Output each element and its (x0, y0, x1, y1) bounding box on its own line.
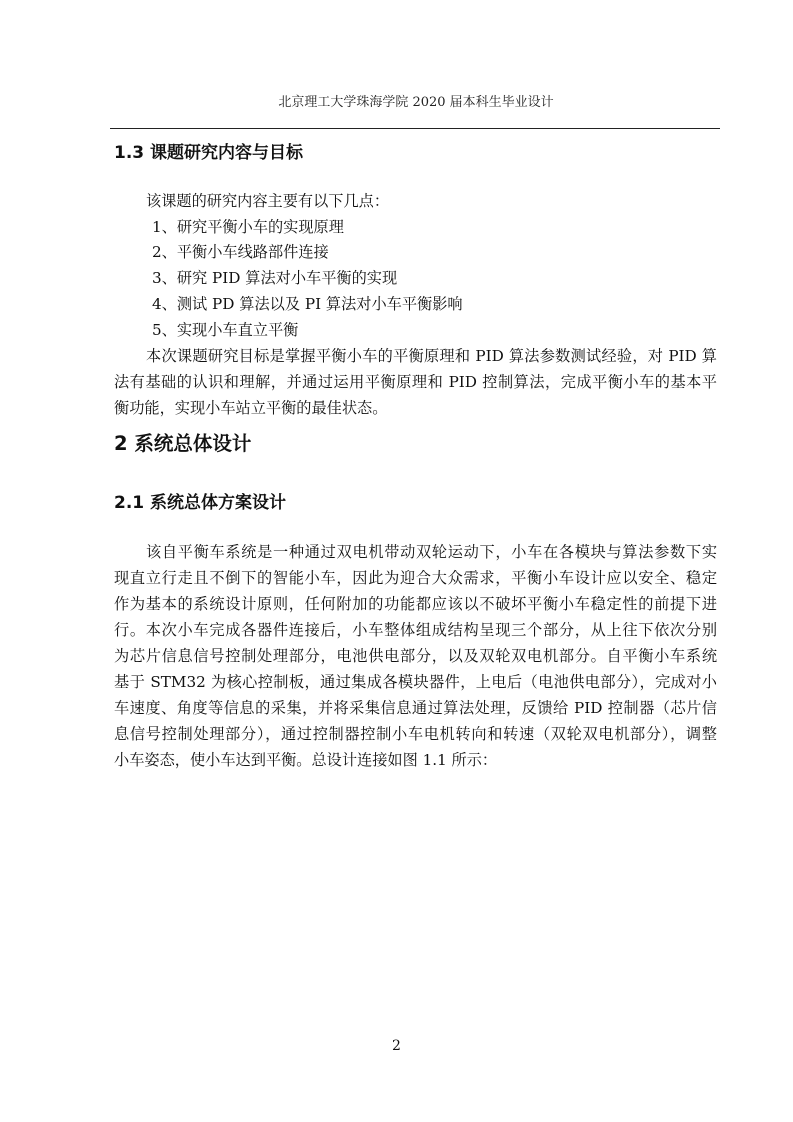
header-divider (110, 128, 720, 129)
paragraph-line: 为芯片信息信号控制处理部分，电池供电部分，以及双轮双电机部分。自平衡小车系统 (114, 647, 717, 665)
section-heading-2-1: 2.1 系统总体方案设计 (114, 493, 287, 513)
list-item: 3、研究 PID 算法对小车平衡的实现 (152, 269, 398, 287)
paragraph-line: 衡功能，实现小车站立平衡的最佳状态。 (114, 399, 388, 417)
paragraph-line: 息信号控制处理部分），通过控制器控制小车电机转向和转速（双轮双电机部分），调整 (114, 725, 717, 743)
section-heading-1-3: 1.3 课题研究内容与目标 (114, 143, 304, 163)
chapter-heading-2: 2 系统总体设计 (114, 432, 252, 455)
list-item: 2、平衡小车线路部件连接 (152, 243, 329, 261)
paragraph-line: 小车姿态，使小车达到平衡。总设计连接如图 1.1 所示： (114, 751, 498, 769)
section-intro: 该课题的研究内容主要有以下几点： (146, 192, 389, 210)
paragraph-line: 作为基本的系统设计原则，任何附加的功能都应该以不破坏平衡小车稳定性的前提下进 (114, 595, 717, 613)
list-item: 5、实现小车直立平衡 (152, 321, 299, 339)
paragraph-line: 行。本次小车完成各器件连接后，小车整体组成结构呈现三个部分，从上往下依次分别 (114, 621, 717, 639)
page-number: 2 (392, 1038, 401, 1054)
paragraph-line: 现直立行走且不倒下的智能小车，因此为迎合大众需求，平衡小车设计应以安全、稳定 (114, 569, 717, 587)
paragraph-line: 本次课题研究目标是掌握平衡小车的平衡原理和 PID 算法参数测试经验，对 PID 算 (146, 347, 717, 365)
paragraph-line: 该自平衡车系统是一种通过双电机带动双轮运动下，小车在各模块与算法参数下实 (146, 543, 717, 561)
header-title: 北京理工大学珠海学院 2020 届本科生毕业设计 (278, 95, 554, 110)
paragraph-line: 法有基础的认识和理解，并通过运用平衡原理和 PID 控制算法，完成平衡小车的基本平 (114, 373, 717, 391)
list-item: 1、研究平衡小车的实现原理 (152, 218, 344, 236)
paragraph-line: 车速度、角度等信息的采集，并将采集信息通过算法处理，反馈给 PID 控制器（芯片信 (114, 699, 717, 717)
paragraph-line: 基于 STM32 为核心控制板，通过集成各模块器件，上电后（电池供电部分），完成对小 (114, 673, 717, 691)
list-item: 4、测试 PD 算法以及 PI 算法对小车平衡影响 (152, 295, 463, 313)
